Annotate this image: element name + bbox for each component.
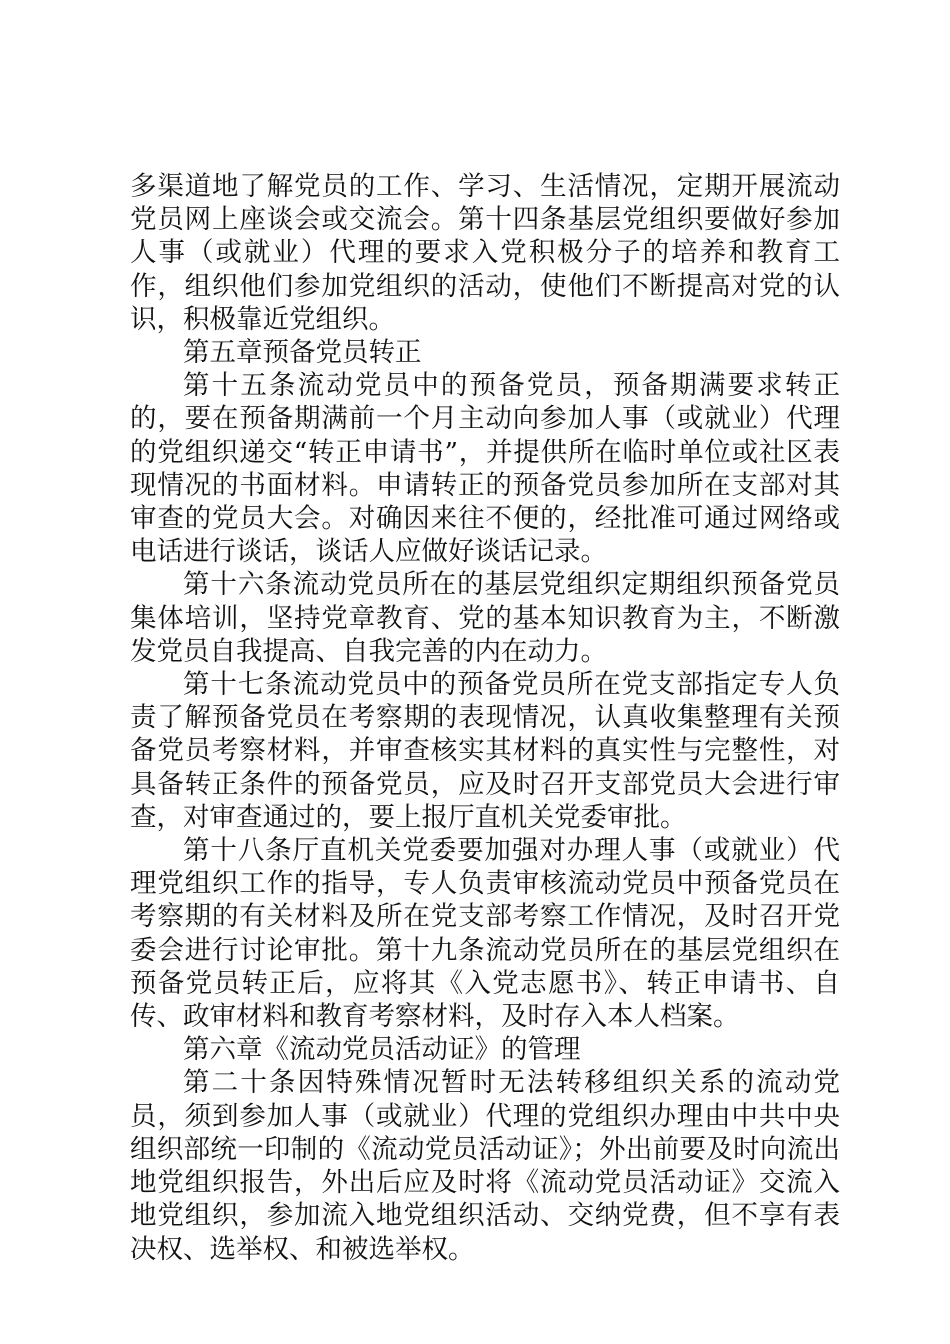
paragraph: 多渠道地了解党员的工作、学习、生活情况，定期开展流动党员网上座谈会或交流会。第十四条基层党组织要做好参加人事（或就业）代理的要求入党积极分子的培养和教育工作，组织他们参加党组织的活动，使他们不断提高对党的认识，积极靠近党组织。 bbox=[130, 171, 840, 335]
chapter-heading: 第五章预备党员转正 bbox=[183, 337, 422, 369]
paragraph: 第二十条因特殊情况暂时无法转移组织关系的流动党员，须到参加人事（或就业）代理的党组织办理由中共中央组织部统一印制的《流动党员活动证》；外出前要及时向流出地党组织报告，外出后应及时将《流动党员活动证》交流入地党组织，参加流入地党组织活动、交纳党费，但不享有表决权、选举权、和被选举权。 bbox=[130, 1067, 840, 1265]
chapter-heading: 第六章《流动党员活动证》的管理 bbox=[183, 1034, 581, 1066]
paragraph: 第十六条流动党员所在的基层党组织定期组织预备党员集体培训，坚持党章教育、党的基本知识教育为主，不断激发党员自我提高、自我完善的内在动力。 bbox=[130, 569, 840, 667]
paragraph: 第十五条流动党员中的预备党员，预备期满要求转正的，要在预备期满前一个月主动向参加人事（或就业）代理的党组织递交“转正申请书”，并提供所在临时单位或社区表现情况的书面材料。申请转正的预备党员参加所在支部对其审查的党员大会。对确因来往不便的，经批准可通过网络或电话进行谈话，谈话人应做好谈话记录。 bbox=[130, 370, 840, 568]
paragraph: 第十七条流动党员中的预备党员所在党支部指定专人负责了解预备党员在考察期的表现情况，认真收集整理有关预备党员考察材料，并审查核实其材料的真实性与完整性，对具备转正条件的预备党员，应及时召开支部党员大会进行审查，对审查通过的，要上报厅直机关党委审批。 bbox=[130, 669, 840, 833]
document-page bbox=[130, 170, 840, 1266]
paragraph: 第十八条厅直机关党委要加强对办理人事（或就业）代理党组织工作的指导，专人负责审核流动党员中预备党员在考察期的有关材料及所在党支部考察工作情况，及时召开党委会进行讨论审批。第十九条流动党员所在的基层党组织在预备党员转正后，应将其《入党志愿书》、转正申请书、自传、政审材料和教育考察材料，及时存入本人档案。 bbox=[130, 835, 840, 1033]
